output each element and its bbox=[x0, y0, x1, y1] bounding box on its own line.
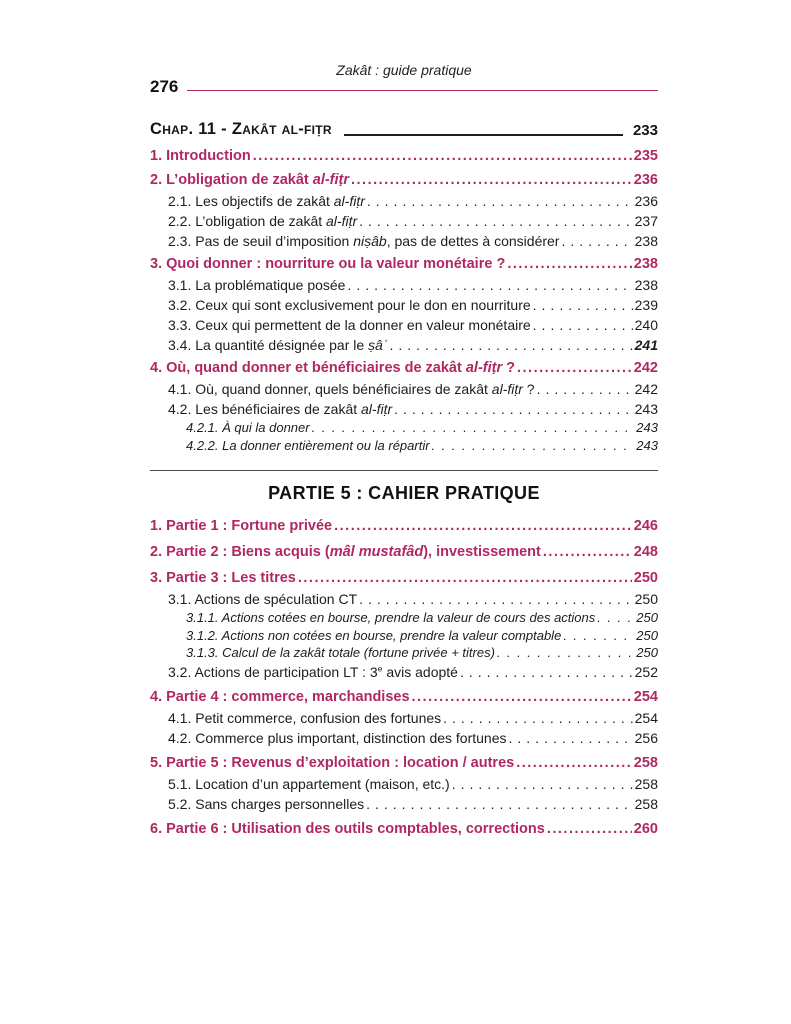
toc-entry-page: 243 bbox=[634, 401, 658, 417]
toc-entry-page: 238 bbox=[633, 256, 658, 272]
toc-entry-page: 250 bbox=[633, 570, 658, 586]
header-rule bbox=[187, 90, 658, 91]
toc-entry-label: 3.1.3. Calcul de la zakât totale (fortune privée + titres) bbox=[186, 645, 495, 660]
toc-entry-label: 1. Introduction bbox=[150, 148, 251, 164]
chapter-page-number: 233 bbox=[632, 122, 658, 139]
toc-entry-label: 5.2. Sans charges personnelles bbox=[168, 795, 365, 812]
dot-leader bbox=[561, 231, 632, 251]
toc-entry-page: 236 bbox=[633, 172, 658, 188]
toc-entry-label: 4.2. Commerce plus important, distinction des fortunes bbox=[168, 729, 507, 746]
toc-entry-label: 2.2. L’obligation de zakât al-fiṭr bbox=[168, 213, 358, 229]
toc-entry-label: 3. Partie 3 : Les titres bbox=[150, 570, 296, 586]
toc-entry bbox=[186, 644, 658, 662]
toc-entry bbox=[150, 752, 658, 774]
toc-entry-page: 248 bbox=[633, 544, 658, 560]
toc-entry-label: 3.3. Ceux qui permettent de la donner en valeur monétaire bbox=[168, 317, 531, 333]
dot-leader bbox=[547, 818, 632, 840]
toc-entry bbox=[150, 515, 658, 537]
toc-entry-label: 3.1. Actions de spéculation CT bbox=[168, 591, 358, 607]
toc-entry-page: 242 bbox=[634, 381, 658, 397]
part-heading: PARTIE 5 : CAHIER PRATIQUE bbox=[268, 483, 540, 503]
dot-leader bbox=[347, 275, 632, 295]
toc-entry-label: 1. Partie 1 : Fortune privée bbox=[150, 518, 333, 534]
toc-entry bbox=[168, 295, 658, 315]
header-rule-row bbox=[150, 78, 658, 95]
toc-entry-label: 3. Quoi donner : nourriture ou la valeur monétaire ? bbox=[150, 256, 506, 272]
dot-leader bbox=[460, 662, 633, 682]
toc-entry bbox=[150, 254, 658, 275]
toc-entry-label: 4.2. Les bénéficiaires de zakât al-fiṭr bbox=[168, 401, 393, 417]
dot-leader bbox=[359, 211, 633, 231]
toc-entry-page: 243 bbox=[636, 437, 658, 453]
dot-leader bbox=[367, 191, 633, 211]
toc-entry-label: 2. L’obligation de zakât al-fiṭr bbox=[150, 172, 349, 188]
toc-entry bbox=[168, 589, 658, 609]
toc-entry-page: 239 bbox=[634, 297, 658, 313]
dot-leader bbox=[517, 358, 632, 379]
toc-entry-label: 5.1. Location d’un appartement (maison, etc.) bbox=[168, 775, 450, 792]
dot-leader bbox=[537, 379, 633, 399]
toc-entry-label: 4.2.1. À qui la donner bbox=[186, 420, 310, 435]
toc-entry-label: 4.1. Petit commerce, confusion des fortunes bbox=[168, 709, 442, 726]
toc-entry-page: 256 bbox=[634, 729, 658, 746]
toc-entry-label: 4.1. Où, quand donner, quels bénéficiaires de zakât al-fiṭr ? bbox=[168, 381, 535, 397]
toc-entry-page: 254 bbox=[634, 709, 658, 726]
toc-entry bbox=[150, 170, 658, 191]
toc-entry-page: 237 bbox=[634, 213, 658, 229]
chapter-title: Chap. 11 - Zakât al-fiṭr bbox=[150, 120, 332, 138]
toc-entry bbox=[168, 191, 658, 211]
toc-entry-page: 252 bbox=[634, 663, 658, 680]
dot-leader bbox=[597, 609, 634, 627]
toc-entry-label: 3.2. Actions de participation LT : 3e avis adopté bbox=[168, 662, 458, 680]
toc-entry bbox=[168, 335, 658, 355]
dot-leader bbox=[563, 627, 634, 645]
toc-entry bbox=[168, 794, 658, 814]
toc-entry-page: 254 bbox=[633, 688, 658, 705]
dot-leader bbox=[533, 295, 633, 315]
dot-leader bbox=[412, 686, 632, 708]
toc-entry bbox=[150, 541, 658, 563]
toc-entry bbox=[168, 315, 658, 335]
dot-leader bbox=[452, 774, 633, 794]
toc-entry-page: 260 bbox=[633, 820, 658, 837]
toc-entry-label: 3.1.2. Actions non cotées en bourse, prendre la valeur comptable bbox=[186, 627, 562, 643]
dot-leader bbox=[509, 728, 633, 748]
toc-entry-page: 235 bbox=[633, 148, 658, 164]
dot-leader bbox=[533, 315, 633, 335]
toc-entry-label: 3.2. Ceux qui sont exclusivement pour le don en nourriture bbox=[168, 297, 531, 313]
toc-entry bbox=[168, 708, 658, 728]
toc-entry-page: 258 bbox=[634, 775, 658, 792]
chapter-heading bbox=[150, 120, 658, 139]
dot-leader bbox=[432, 437, 635, 455]
chapter-leader-line bbox=[344, 134, 623, 136]
toc-entry bbox=[168, 275, 658, 295]
dot-leader bbox=[497, 644, 634, 662]
dot-leader bbox=[359, 589, 633, 609]
dot-leader bbox=[366, 794, 633, 814]
toc-entry-page: 258 bbox=[633, 754, 658, 771]
chapter-toc bbox=[150, 146, 658, 454]
toc-entry bbox=[168, 399, 658, 419]
toc-entry-page: 238 bbox=[634, 233, 658, 249]
dot-leader bbox=[516, 752, 632, 774]
toc-entry bbox=[150, 146, 658, 167]
toc-entry-page: 258 bbox=[634, 795, 658, 812]
toc-entry bbox=[150, 818, 658, 840]
toc-entry-label: 4. Partie 4 : commerce, marchandises bbox=[150, 688, 410, 705]
toc-entry-page: 240 bbox=[634, 317, 658, 333]
dot-leader bbox=[253, 146, 632, 167]
part-toc bbox=[150, 515, 658, 840]
toc-entry-label: 3.1. La problématique posée bbox=[168, 277, 346, 293]
toc-entry bbox=[168, 662, 658, 682]
toc-entry-page: 243 bbox=[636, 420, 658, 435]
toc-entry-page: 236 bbox=[634, 193, 658, 209]
dot-leader bbox=[334, 515, 632, 537]
running-title: Zakât : guide pratique bbox=[336, 62, 472, 78]
toc-entry bbox=[186, 437, 658, 455]
dot-leader bbox=[390, 335, 633, 355]
toc-entry-page: 250 bbox=[636, 645, 658, 660]
toc-entry-label: 6. Partie 6 : Utilisation des outils comptables, corrections bbox=[150, 820, 545, 837]
toc-entry-label: 5. Partie 5 : Revenus d’exploitation : location / autres bbox=[150, 754, 515, 771]
toc-entry-page: 242 bbox=[633, 360, 658, 376]
toc-entry-page: 241 bbox=[634, 337, 658, 353]
toc-entry-page: 250 bbox=[636, 610, 658, 625]
toc-entry bbox=[168, 774, 658, 794]
dot-leader bbox=[351, 170, 632, 191]
toc-entry bbox=[186, 627, 658, 645]
toc-entry bbox=[150, 686, 658, 708]
toc-entry-label: 2. Partie 2 : Biens acquis (mâl mustafâd), investissement bbox=[150, 544, 541, 560]
dot-leader bbox=[543, 541, 632, 563]
toc-entry-page: 250 bbox=[636, 627, 658, 643]
dot-leader bbox=[443, 708, 633, 728]
section-divider bbox=[150, 470, 658, 471]
toc-entry-page: 246 bbox=[633, 518, 658, 534]
dot-leader bbox=[298, 567, 632, 589]
dot-leader bbox=[312, 419, 635, 437]
dot-leader bbox=[507, 254, 631, 275]
toc-entry bbox=[150, 358, 658, 379]
toc-entry bbox=[168, 728, 658, 748]
toc-entry bbox=[150, 567, 658, 589]
toc-entry bbox=[186, 419, 658, 437]
toc-entry bbox=[168, 231, 658, 251]
toc-entry-label: 3.4. La quantité désignée par le ṣâʿ bbox=[168, 337, 388, 353]
toc-entry-label: 2.3. Pas de seuil d’imposition niṣâb, pas de dettes à considérer bbox=[168, 233, 560, 249]
dot-leader bbox=[394, 399, 633, 419]
toc-entry-label: 4. Où, quand donner et bénéficiaires de zakât al-fiṭr ? bbox=[150, 360, 515, 376]
toc-entry-label: 2.1. Les objectifs de zakât al-fiṭr bbox=[168, 193, 365, 209]
toc-entry-label: 3.1.1. Actions cotées en bourse, prendre la valeur de cours des actions bbox=[186, 610, 596, 625]
toc-entry bbox=[168, 211, 658, 231]
toc-entry-page: 238 bbox=[634, 277, 658, 293]
toc-entry-label: 4.2.2. La donner entièrement ou la répartir bbox=[186, 437, 430, 453]
page-header bbox=[150, 62, 658, 95]
toc-entry bbox=[168, 379, 658, 399]
page-number: 276 bbox=[150, 77, 179, 96]
toc-entry-page: 250 bbox=[634, 591, 658, 607]
toc-entry bbox=[186, 609, 658, 627]
